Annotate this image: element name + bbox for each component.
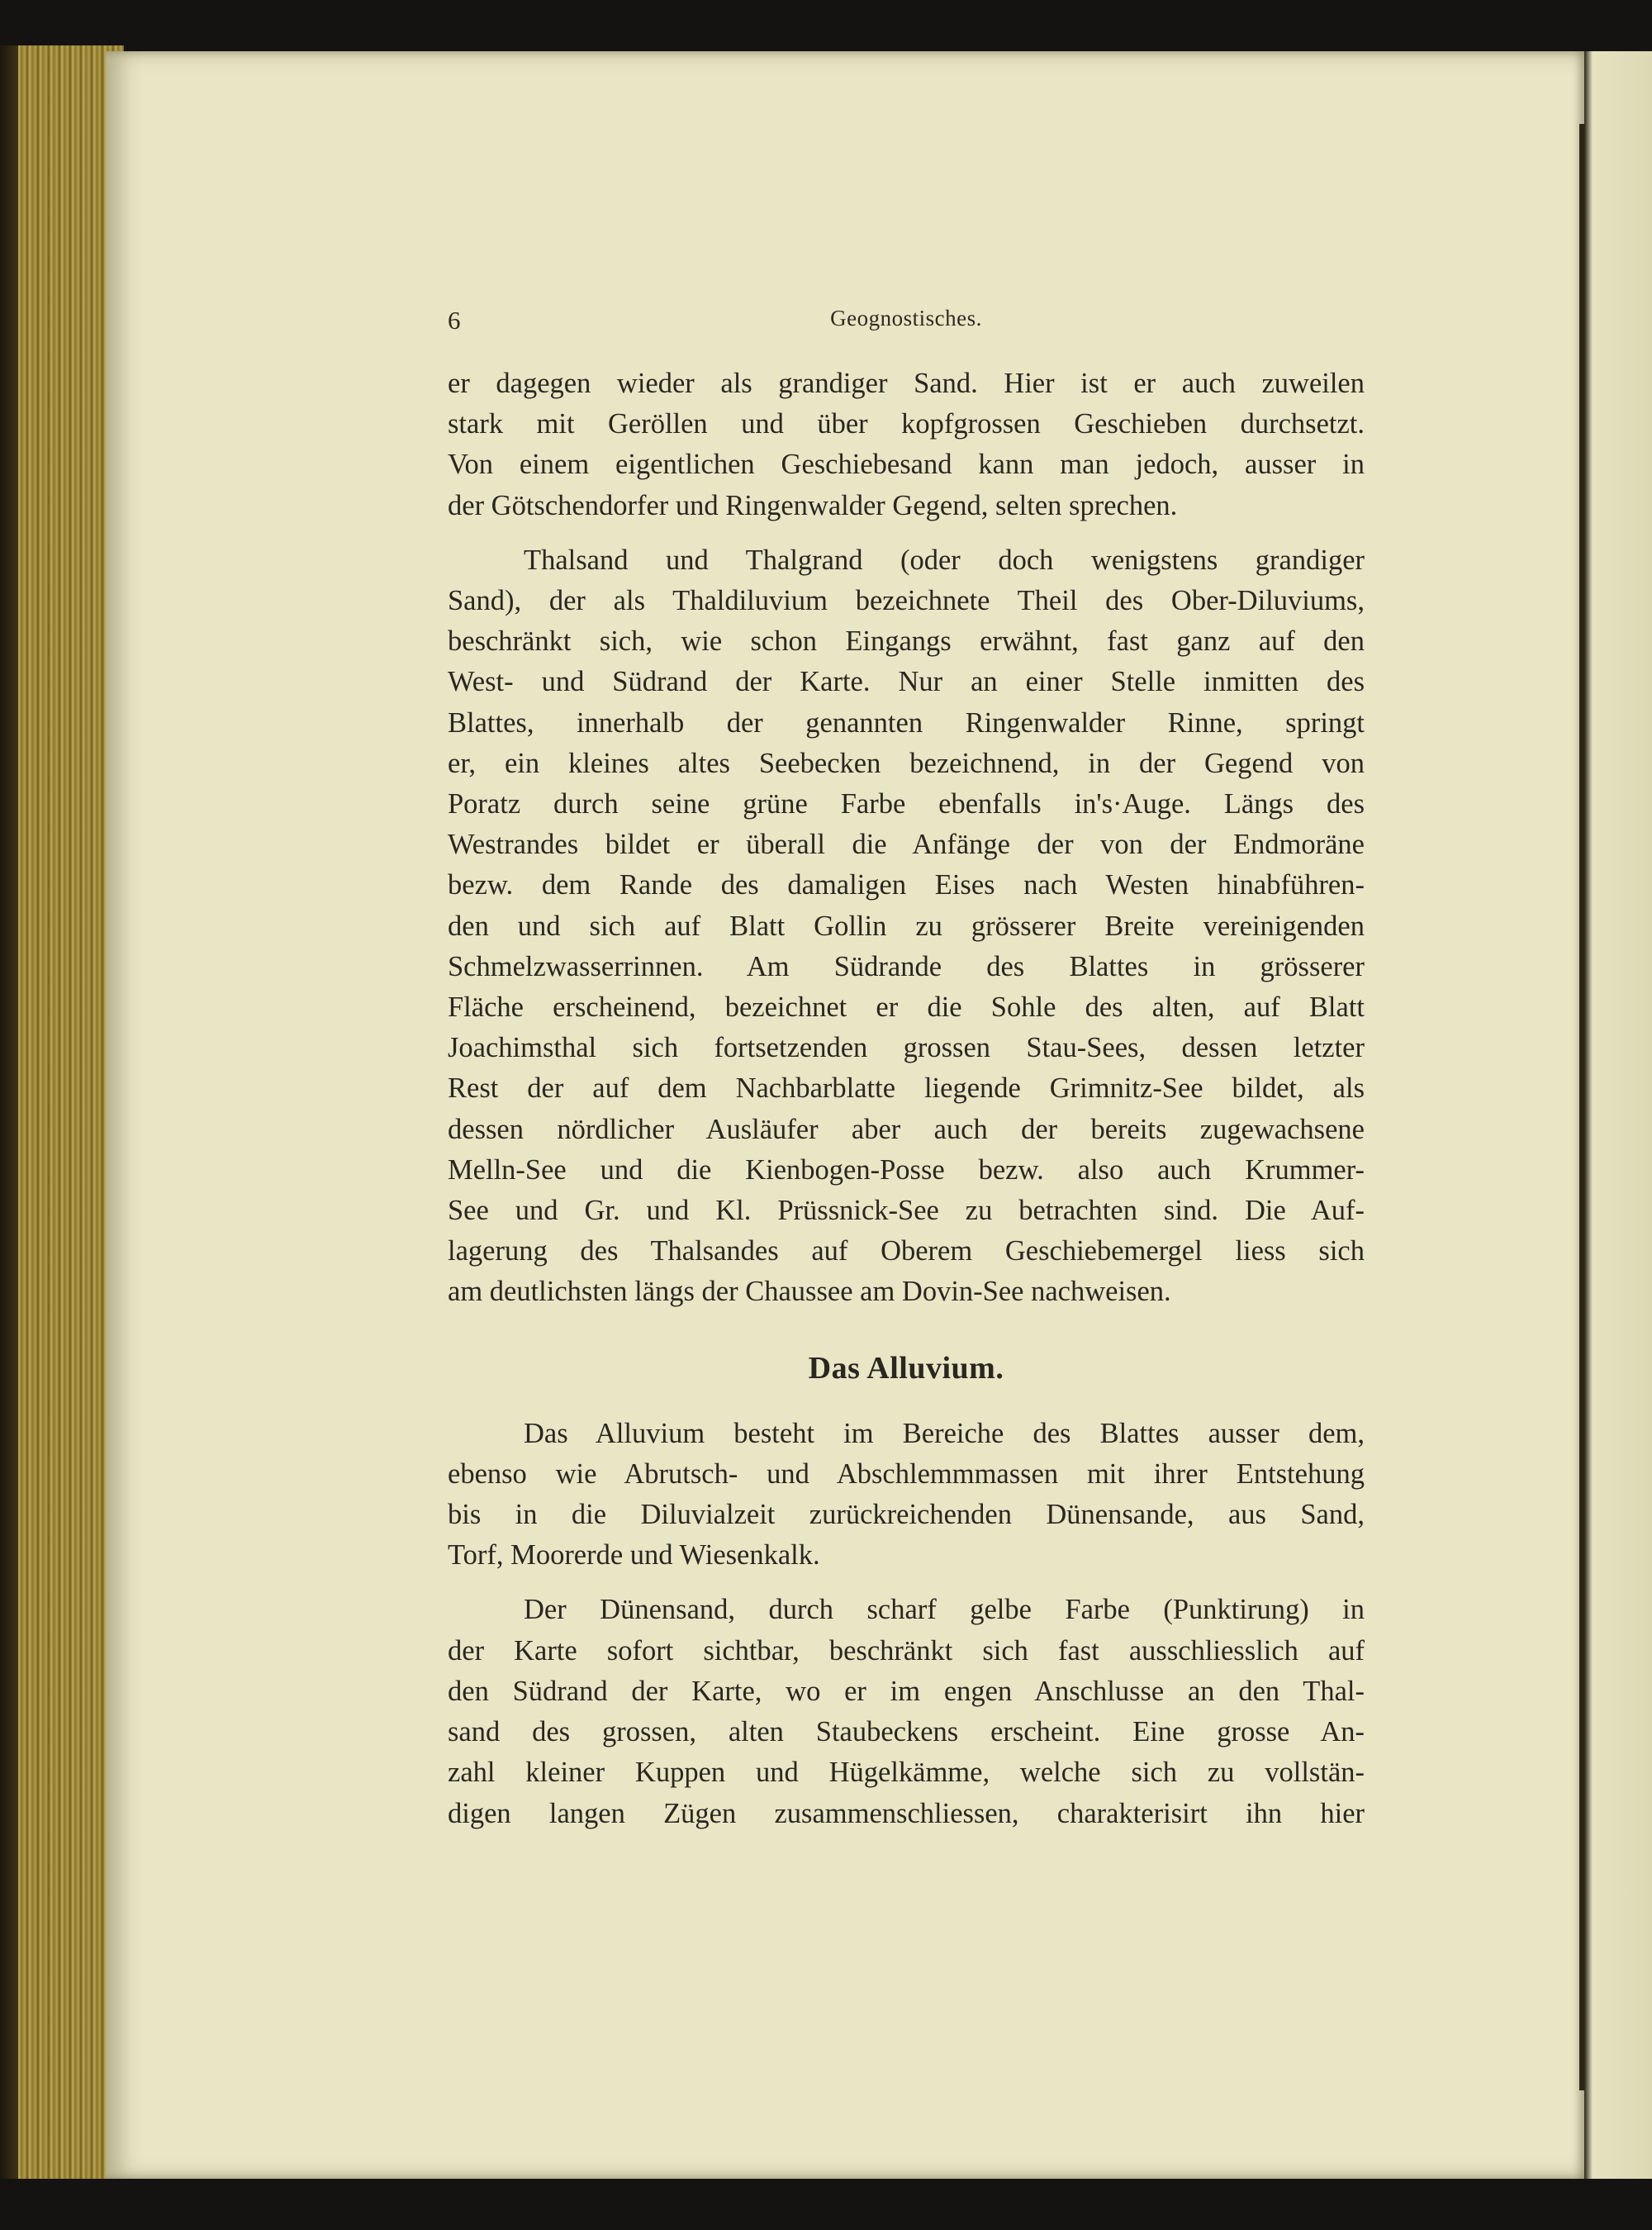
book-spine-shadow — [0, 45, 18, 2185]
text-line: Rest der auf dem Nachbarblatte liegende Grimnitz-See bildet, als — [448, 1072, 1365, 1105]
paragraph-gap — [448, 1576, 1365, 1590]
paragraph — [448, 364, 1365, 526]
text-line: Thalsand und Thalgrand (oder doch wenigstens grandiger — [524, 544, 1365, 576]
facing-page-edge — [1584, 51, 1652, 2179]
text-line: bis in die Diluvialzeit zurückreichenden Dünensande, aus Sand, — [448, 1499, 1365, 1531]
text-line: beschränkt sich, wie schon Eingangs erwähnt, fast ganz auf den — [448, 625, 1365, 658]
section-heading: Das Alluvium. — [808, 1350, 1004, 1386]
running-title: Geognostisches. — [830, 306, 982, 330]
text-line: See und Gr. und Kl. Prüssnick-See zu betrachten sind. Die Auf- — [448, 1195, 1365, 1227]
text-line: der Karte sofort sichtbar, beschränkt sich fast ausschliesslich auf — [448, 1634, 1365, 1667]
text-line: Melln-See und die Kienbogen-Posse bezw. also auch Krummer- — [448, 1153, 1365, 1186]
paragraph — [448, 1590, 1365, 1833]
paragraph — [448, 540, 1365, 1313]
text-line: lagerung des Thalsandes auf Oberem Geschiebemergel liess sich — [448, 1235, 1365, 1267]
text-line: Das Alluvium besteht im Bereiche des Blattes ausser dem, — [524, 1417, 1365, 1449]
page-header — [448, 306, 1365, 340]
text-line: Von einem eigentlichen Geschiebesand kann man jedoch, ausser in — [448, 449, 1365, 481]
text-line: zahl kleiner Kuppen und Hügelkämme, welche sich zu vollstän- — [448, 1757, 1365, 1789]
text-line: Poratz durch seine grüne Farbe ebenfalls in's·Auge. Längs des — [448, 788, 1365, 820]
text-line: Westrandes bildet er überall die Anfänge der von der Endmoräne — [448, 829, 1365, 861]
scan-background-top — [0, 0, 1652, 58]
text-line: bezw. dem Rande des damaligen Eises nach Westen hinabführen- — [448, 869, 1365, 901]
text-line: sand des grossen, alten Staubeckens erscheint. Eine grosse An- — [448, 1716, 1365, 1748]
text-line: den und sich auf Blatt Gollin zu grösserer Breite vereinigenden — [448, 910, 1365, 942]
paragraph — [448, 1414, 1365, 1576]
text-line: Der Dünensand, durch scharf gelbe Farbe (Punktirung) in — [524, 1594, 1365, 1626]
text-line: Schmelzwasserrinnen. Am Südrande des Blattes in grösserer — [448, 950, 1365, 982]
text-line: Joachimsthal sich fortsetzenden grossen Stau-Sees, dessen letzter — [448, 1032, 1365, 1064]
paragraph-gap — [448, 526, 1365, 540]
text-line: er dagegen wieder als grandiger Sand. Hier ist er auch zuweilen — [448, 368, 1365, 399]
text-line: ebenso wie Abrutsch- und Abschlemmmassen mit ihrer Entstehung — [448, 1457, 1365, 1490]
text-line: West- und Südrand der Karte. Nur an einer Stelle inmitten des — [448, 666, 1365, 698]
text-line: der Götschendorfer und Ringenwalder Gegend, selten sprechen. — [448, 489, 1178, 521]
text-line: er, ein kleines altes Seebecken bezeichnend, in der Gegend von — [448, 747, 1365, 779]
text-line: Torf, Moorerde und Wiesenkalk. — [448, 1539, 820, 1571]
text-line: dessen nördlicher Ausläufer aber auch der bereits zugewachsene — [448, 1113, 1365, 1145]
text-line: den Südrand der Karte, wo er im engen Anschlusse an den Thal- — [448, 1675, 1365, 1707]
text-line: Fläche erscheinend, bezeichnet er die Sohle des alten, auf Blatt — [448, 991, 1365, 1024]
text-line: Blattes, innerhalb der genannten Ringenwalder Rinne, springt — [448, 706, 1365, 739]
text-line: Sand), der als Thaldiluvium bezeichnete Theil des Ober-Diluviums, — [448, 585, 1365, 617]
text-line: stark mit Geröllen und über kopfgrossen Geschieben durchsetzt. — [448, 408, 1365, 440]
body-text — [448, 364, 1365, 1834]
text-line: am deutlichsten längs der Chaussee am Dovin-See nachweisen. — [448, 1276, 1171, 1308]
page-number: 6 — [448, 306, 461, 335]
scan-background-bottom — [0, 2179, 1652, 2230]
text-line: digen langen Zügen zusammenschliessen, charakterisirt ihn hier — [448, 1797, 1365, 1829]
